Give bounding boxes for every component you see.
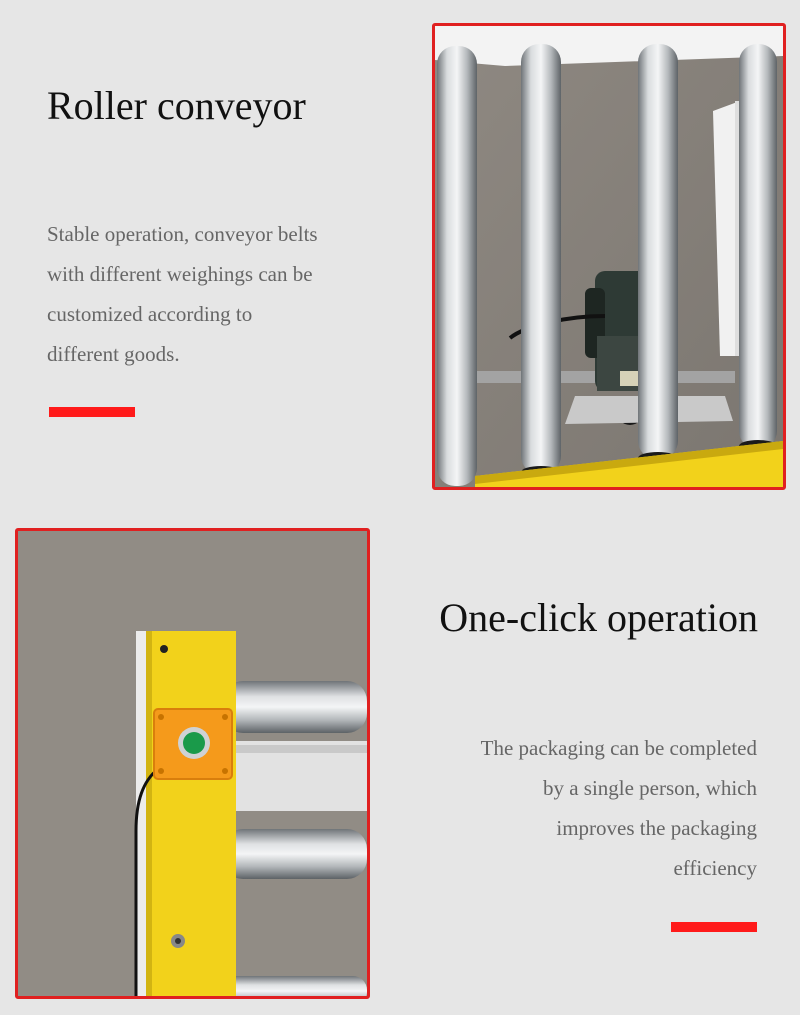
roller-conveyor-photo: [432, 23, 786, 490]
description-line: efficiency: [673, 856, 757, 880]
control-button-illustration: [18, 531, 367, 996]
description-line: with different weighings can be: [47, 262, 313, 286]
section-description: [427, 728, 757, 888]
feature-section-one-click: [0, 510, 800, 1015]
accent-bar: [671, 922, 757, 932]
description-line: improves the packaging: [556, 816, 757, 840]
description-line: different goods.: [47, 342, 180, 366]
section-description: [47, 214, 377, 374]
section-title: Roller conveyor: [47, 83, 306, 128]
description-line: by a single person, which: [542, 776, 757, 800]
section-title: One-click operation: [439, 595, 758, 640]
accent-bar: [49, 407, 135, 417]
control-button-photo: [15, 528, 370, 999]
description-line: The packaging can be completed: [480, 736, 757, 760]
roller-conveyor-illustration: [435, 26, 783, 487]
description-line: Stable operation, conveyor belts: [47, 222, 318, 246]
description-line: customized according to: [47, 302, 253, 326]
